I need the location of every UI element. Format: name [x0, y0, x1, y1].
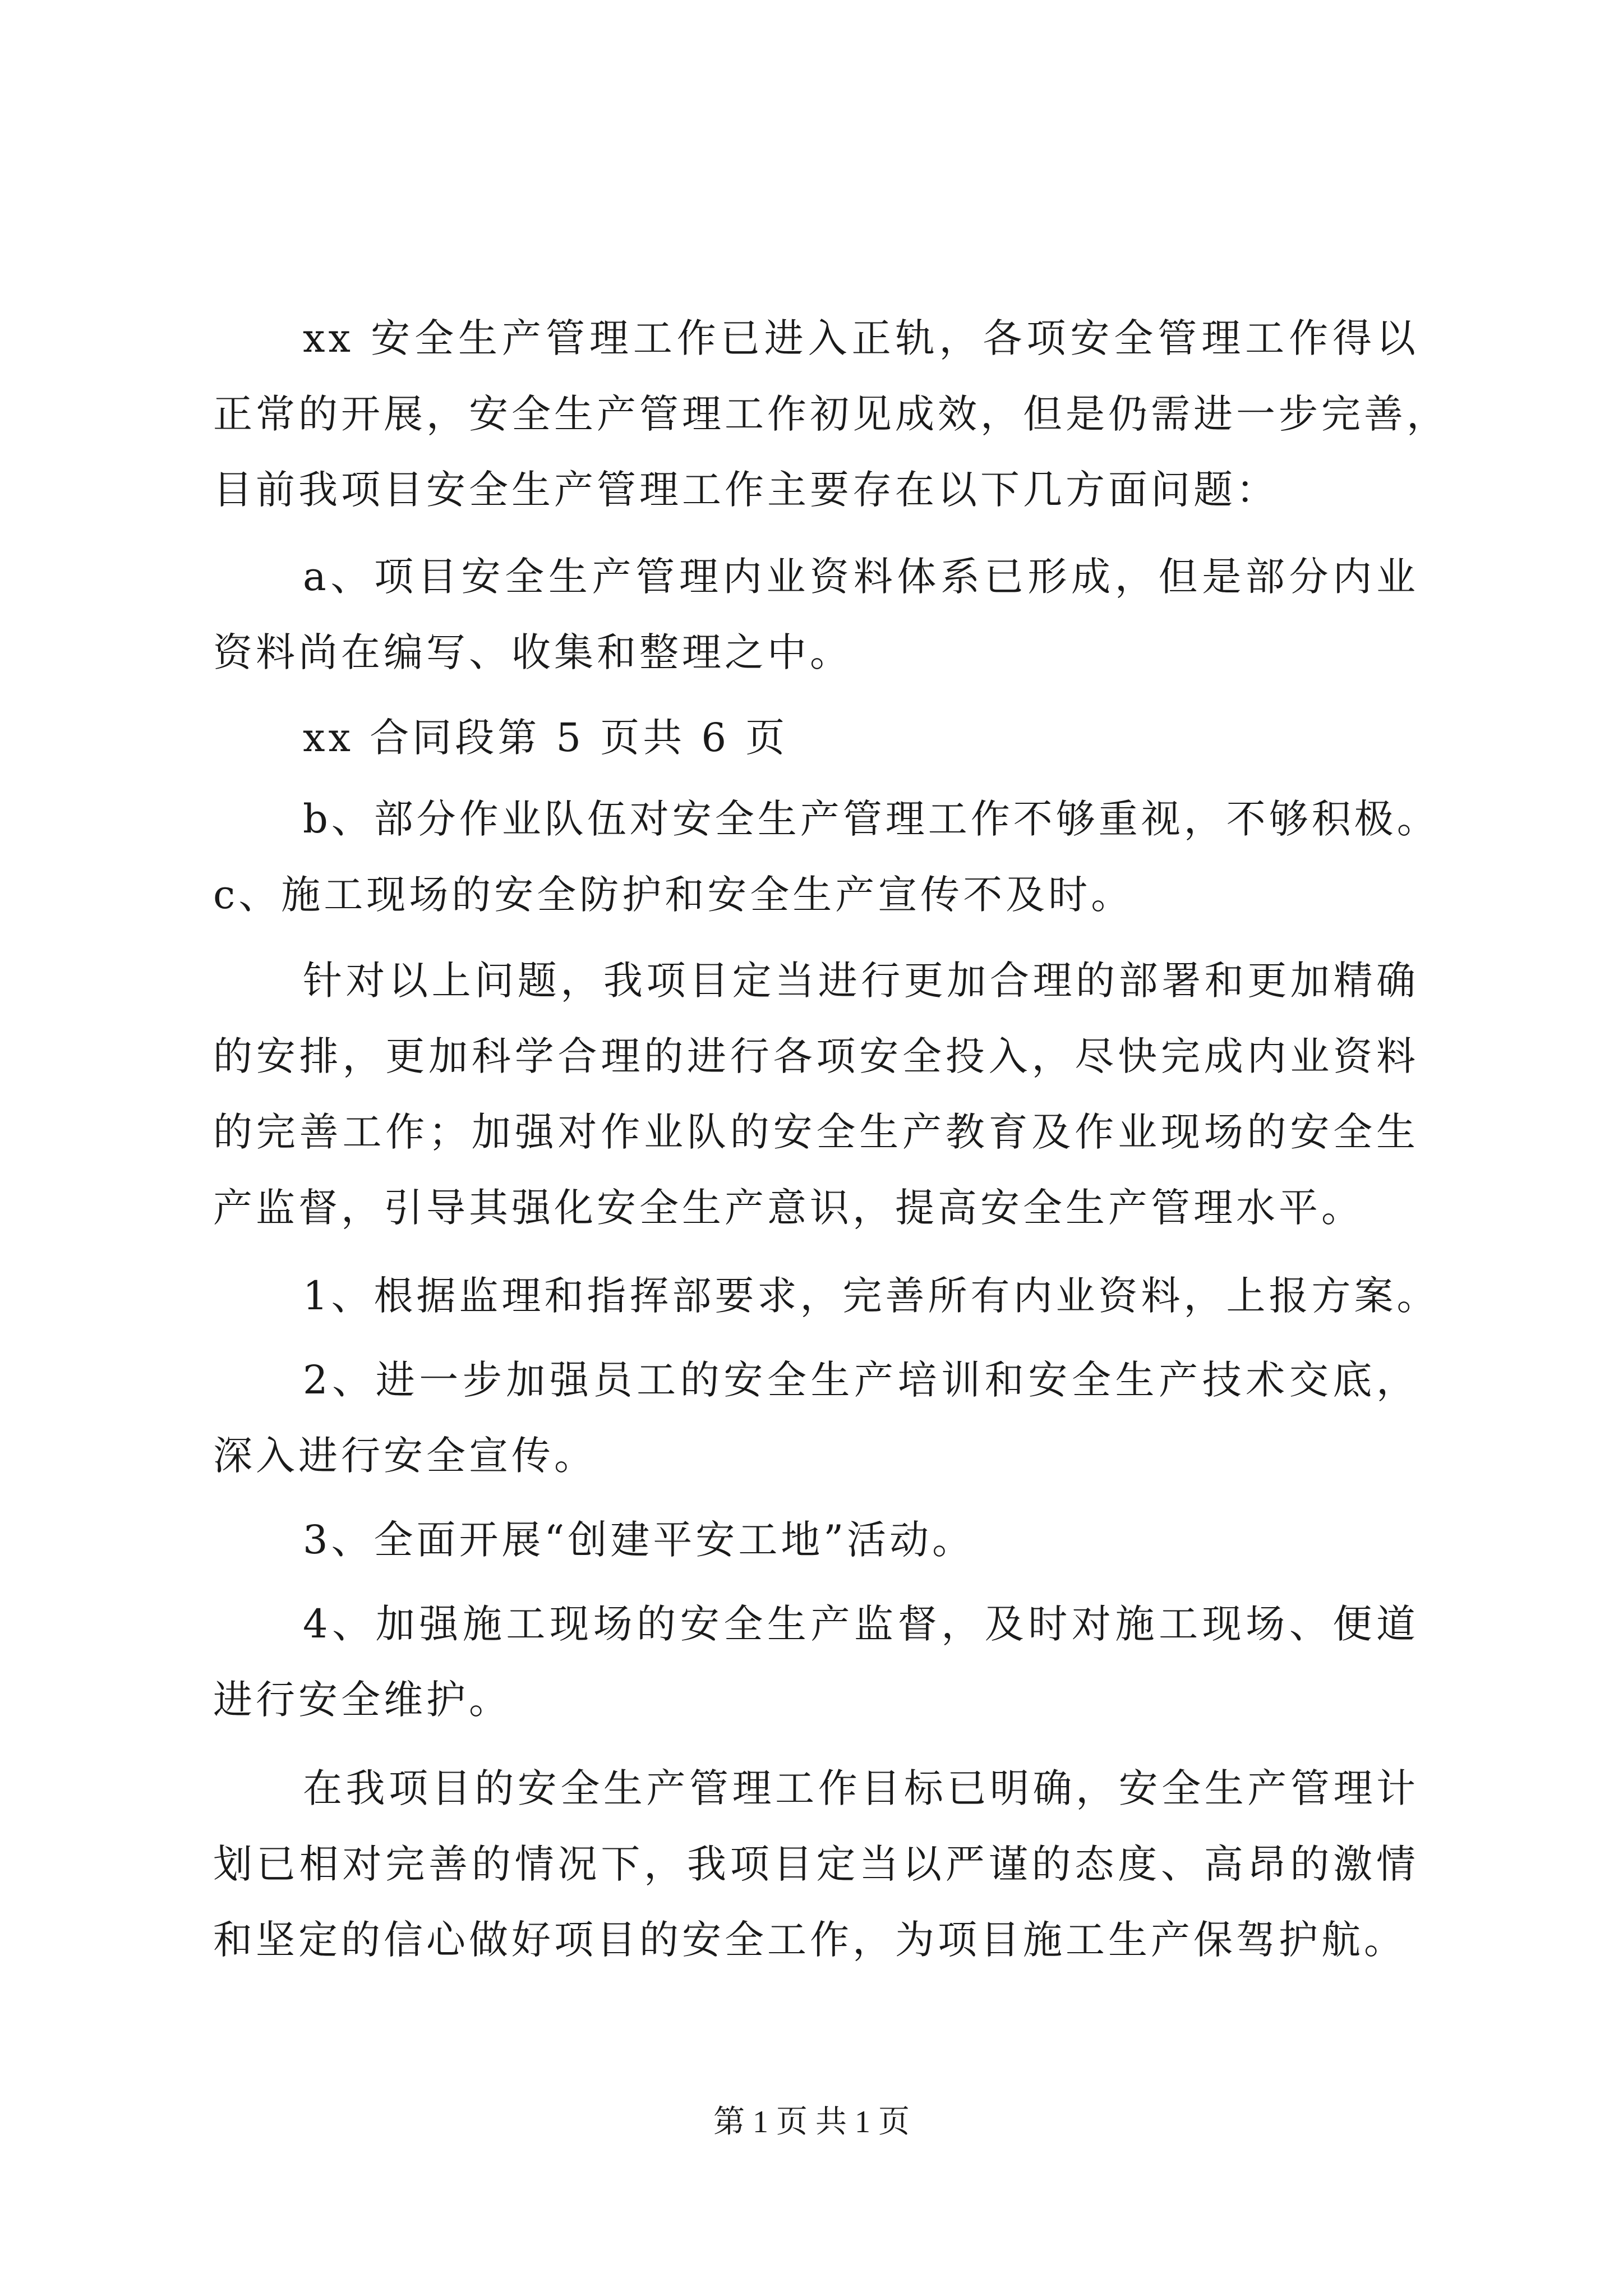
- paragraph-line: 进行安全维护。: [213, 1677, 511, 1723]
- paragraph-line: 深入进行安全宣传。: [213, 1433, 597, 1479]
- paragraph-line: xx 安全生产管理工作已进入正轨，各项安全管理工作得以: [303, 315, 1419, 361]
- paragraph-line: 4、加强施工现场的安全生产监督，及时对施工现场、便道: [303, 1601, 1419, 1647]
- section-page-note: xx 合同段第 5 页共 6 页: [303, 715, 789, 761]
- paragraph-line: a、项目安全生产管理内业资料体系已形成，但是部分内业: [303, 554, 1419, 600]
- paragraph-line: 目前我项目安全生产管理工作主要存在以下几方面问题：: [213, 467, 1279, 513]
- paragraph-line: 产监督，引导其强化安全生产意识，提高安全生产管理水平。: [213, 1185, 1364, 1231]
- paragraph-line: 资料尚在编写、收集和整理之中。: [213, 629, 852, 675]
- page-number-footer: 第 1 页 共 1 页: [713, 2105, 910, 2139]
- paragraph-line: 3、全面开展“创建平安工地”活动。: [303, 1517, 975, 1563]
- paragraph-line: 划已相对完善的情况下，我项目定当以严谨的态度、高昂的激情: [213, 1841, 1419, 1887]
- paragraph-line: 在我项目的安全生产管理工作目标已明确，安全生产管理计: [303, 1765, 1419, 1811]
- paragraph-line: 的安排，更加科学合理的进行各项安全投入，尽快完成内业资料: [213, 1033, 1419, 1079]
- paragraph-line: c、施工现场的安全防护和安全生产宣传不及时。: [213, 872, 1134, 918]
- paragraph-line: 的完善工作；加强对作业队的安全生产教育及作业现场的安全生: [213, 1109, 1419, 1155]
- paragraph-line: 和坚定的信心做好项目的安全工作，为项目施工生产保驾护航。: [213, 1917, 1407, 1963]
- paragraph-line: 针对以上问题，我项目定当进行更加合理的部署和更加精确: [303, 958, 1419, 1004]
- paragraph-line: b、部分作业队伍对安全生产管理工作不够重视，不够积极。: [303, 796, 1440, 842]
- paragraph-line: 2、进一步加强员工的安全生产培训和安全生产技术交底，: [303, 1357, 1419, 1403]
- paragraph-line: 1、根据监理和指挥部要求，完善所有内业资料，上报方案。: [303, 1273, 1440, 1319]
- paragraph-line: 正常的开展，安全生产管理工作初见成效，但是仍需进一步完善，: [213, 391, 1449, 437]
